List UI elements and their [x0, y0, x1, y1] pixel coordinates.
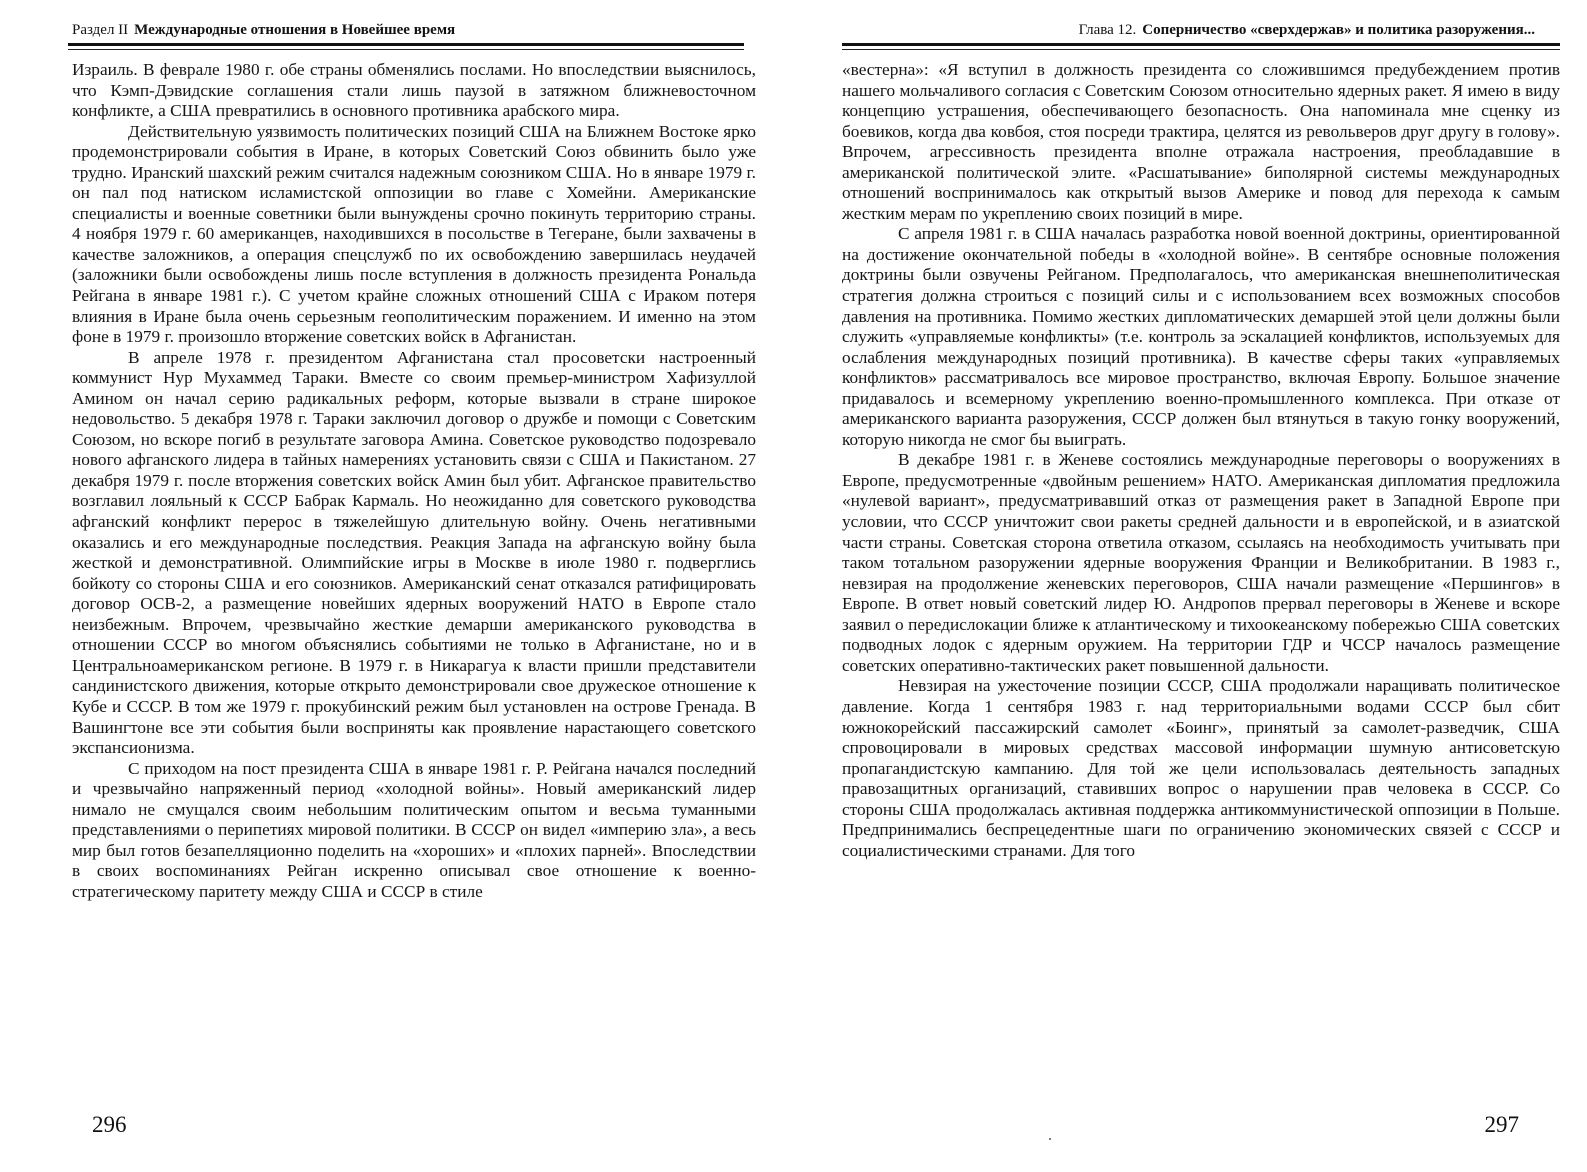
running-head-part: Глава 12. — [1078, 22, 1137, 38]
paragraph: Израиль. В феврале 1980 г. обе страны обменялись послами. Но впоследствии выяснилось, что Кэмп-Дэвидские соглашения стали лишь паузой в затяжном ближневосточном конфликте, а США превратились в основного противника арабского мира. — [72, 60, 756, 121]
running-head-left — [72, 22, 455, 39]
header-rule-thin — [842, 49, 1560, 50]
paragraph: В апреле 1978 г. президентом Афганистана стал просоветски настроенный коммунист Нур Мухаммед Тараки. Вместе со своим премьер-министром Хафизуллой Амином он начал серию радикальных реформ, которые вызвали в стране широкое недовольство. 5 декабря 1978 г. Тараки заключил договор о дружбе и помощи с Советским Союзом, но вскоре погиб в результате заговора Амина. Советское руководство подозревало нового афганского лидера в тайных намерениях установить связи с США и Пакистаном. 27 декабря 1979 г. после вторжения советских войск Амин был убит. Афганское правительство возглавил лояльный к СССР Бабрак Кармаль. Но неожиданно для советского руководства афганский конфликт перерос в тяжелейшую длительную войну. Очень негативными оказались и его международные последствия. Реакция Запада на афганскую войну была жесткой и демонстративной. Олимпийские игры в Москве в июле 1980 г. подверглись бойкоту со стороны США и его союзников. Американский сенат отказался ратифицировать договор ОСВ-2, а размещение новейших ядерных вооружений НАТО в Европе стало неизбежным. Впрочем, чрезвычайно жесткие демарши американского руководства в отношении СССР во многом объяснялись событиями не только в Афганистане, но и в Центральноамериканском регионе. В 1979 г. в Никарагуа к власти пришли представители сандинистского движения, которые открыто демонстрировали свое дружеское отношение к Кубе и СССР. В том же 1979 г. прокубинский режим был установлен на острове Гренада. В Вашингтоне все эти события были восприняты как проявление нарастающего советского экспансионизма. — [72, 347, 756, 758]
body-text-right — [842, 60, 1560, 861]
scan-speck — [1049, 1138, 1051, 1140]
paragraph: В декабре 1981 г. в Женеве состоялись международные переговоры о вооружениях в Европе, предусмотренные «двойным решением» НАТО. Американская дипломатия предложила «нулевой вариант», предусматривавший отказ от размещения ракет в Западной Европе при условии, что СССР уничтожит свои ракеты средней дальности и в европейской, и в азиатской части страны. Советская сторона ответила отказом, ссылаясь на необходимость учитывать при таком тотальном разоружении ядерные вооружения Франции и Великобритании. В 1983 г., невзирая на продолжение женевских переговоров, США начали размещение «Першингов» в Европе. В ответ новый советский лидер Ю. Андропов прервал переговоры в Женеве и вскоре заявил о передислокации ближе к атлантическому и тихоокеанскому побережью США советских подводных лодок с ядерным оружием. На территории ГДР и ЧССР началось размещение советских оперативно-тактических ракет повышенной дальности. — [842, 450, 1560, 675]
paragraph: Действительную уязвимость политических позиций США на Ближнем Востоке ярко продемонстрировали события в Иране, в которых Советский Союз обвинить было уже трудно. Иранский шахский режим считался надежным союзником США. Но в январе 1979 г. он пал под натиском исламистской оппозиции во главе с Хомейни. Американские специалисты и военные советники были вынуждены срочно покинуть территорию страны. 4 ноября 1979 г. 60 американцев, находившихся в посольстве в Тегеране, были захвачены в качестве заложников, а операция спецслужб по их освобождению завершилась неудачей (заложники были освобождены лишь после вступления в должность президента Рональда Рейгана в январе 1981 г.). С учетом крайне сложных отношений США с Ираком потеря влияния в Иране была очень серьезным геополитическим поражением. И именно на этом фоне в 1979 г. произошло вторжение советских войск в Афганистан. — [72, 121, 756, 347]
right-page — [800, 0, 1587, 1172]
paragraph: «вестерна»: «Я вступил в должность президента со сложившимся предубеждением против нашего мольчаливого согласия с Советским Союзом относительно ядерных ракет. Я имею в виду концепцию устрашения, обеспечивающего безопасность. Она напоминала мне сценку из боевиков, когда два ковбоя, стоя посреди трактира, целятся из револьверов друг другу в голову». Впрочем, агрессивность президента вполне отражала настроения, преобладавшие в американской политической элите. «Расшатывание» биполярной системы международных отношений воспринималось как открытый вызов Америке и повод для перехода к самым жестким мерам по укреплению своих позиций в мире. — [842, 60, 1560, 223]
running-head-title: Международные отношения в Новейшее время — [134, 22, 456, 38]
running-head-part: Раздел II — [72, 22, 129, 38]
body-text-left — [72, 60, 756, 902]
header-rule-thick — [68, 43, 744, 46]
left-page — [0, 0, 790, 1172]
page-number-left: 296 — [92, 1112, 127, 1137]
header-rule-thin — [68, 49, 744, 50]
running-head-right — [1079, 22, 1535, 39]
running-head-title: Соперничество «сверхдержав» и политика разоружения... — [1142, 22, 1535, 38]
paragraph: Невзирая на ужесточение позиции СССР, США продолжали наращивать политическое давление. Когда 1 сентября 1983 г. над территориальными водами СССР был сбит южнокорейский пассажирский самолет «Боинг», принятый за самолет-разведчик, США спровоцировали в мировых средствах массовой информации шумную антисоветскую пропагандистскую кампанию. Для той же цели использовалась деятельность западных правозащитных организаций, ставивших вопрос о нарушении прав человека в СССР. Со стороны США продолжалась активная поддержка антикоммунистической оппозиции в Польше. Предпринимались беспрецедентные шаги по ограничению экономических связей с СССР и социалистическими странами. Для того — [842, 676, 1560, 860]
paragraph: С приходом на пост президента США в январе 1981 г. Р. Рейгана начался последний и чрезвычайно напряженный период «холодной войны». Новый американский лидер нимало не смущался своим небольшим политическим опытом и весьма туманными представлениями о перипетиях мировой политики. В СССР он видел «империю зла», а весь мир был готов безапелляционно поделить на «хороших» и «плохих парней». Впоследствии в своих воспоминаниях Рейган искренно описывал свое отношение к военно-стратегическому паритету между США и СССР в стиле — [72, 758, 756, 901]
paragraph: С апреля 1981 г. в США началась разработка новой военной доктрины, ориентированной на достижение окончательной победы в «холодной войне». В сентябре основные положения доктрины были озвучены Рейганом. Предполагалось, что американская внешнеполитическая стратегия должна строиться с позиций силы и с использованием всех возможных способов давления на противника. Помимо жестких дипломатических демаршей этой цели должны были служить «управляемые конфликты» (т.е. контроль за эскалацией конфликтов, используемых для ослабления международных позиций противника). В качестве сферы таких «управляемых конфликтов» рассматривалось все мировое пространство, включая Европу. Большое значение придавалось и всемерному укреплению военно-промышленного комплекса. При отказе от американского варианта разоружения, СССР должен был втянуться в такую гонку вооружений, которую никогда не смог бы выиграть. — [842, 224, 1560, 449]
page-number-right: 297 — [1484, 1112, 1519, 1137]
header-rule-thick — [842, 43, 1560, 46]
